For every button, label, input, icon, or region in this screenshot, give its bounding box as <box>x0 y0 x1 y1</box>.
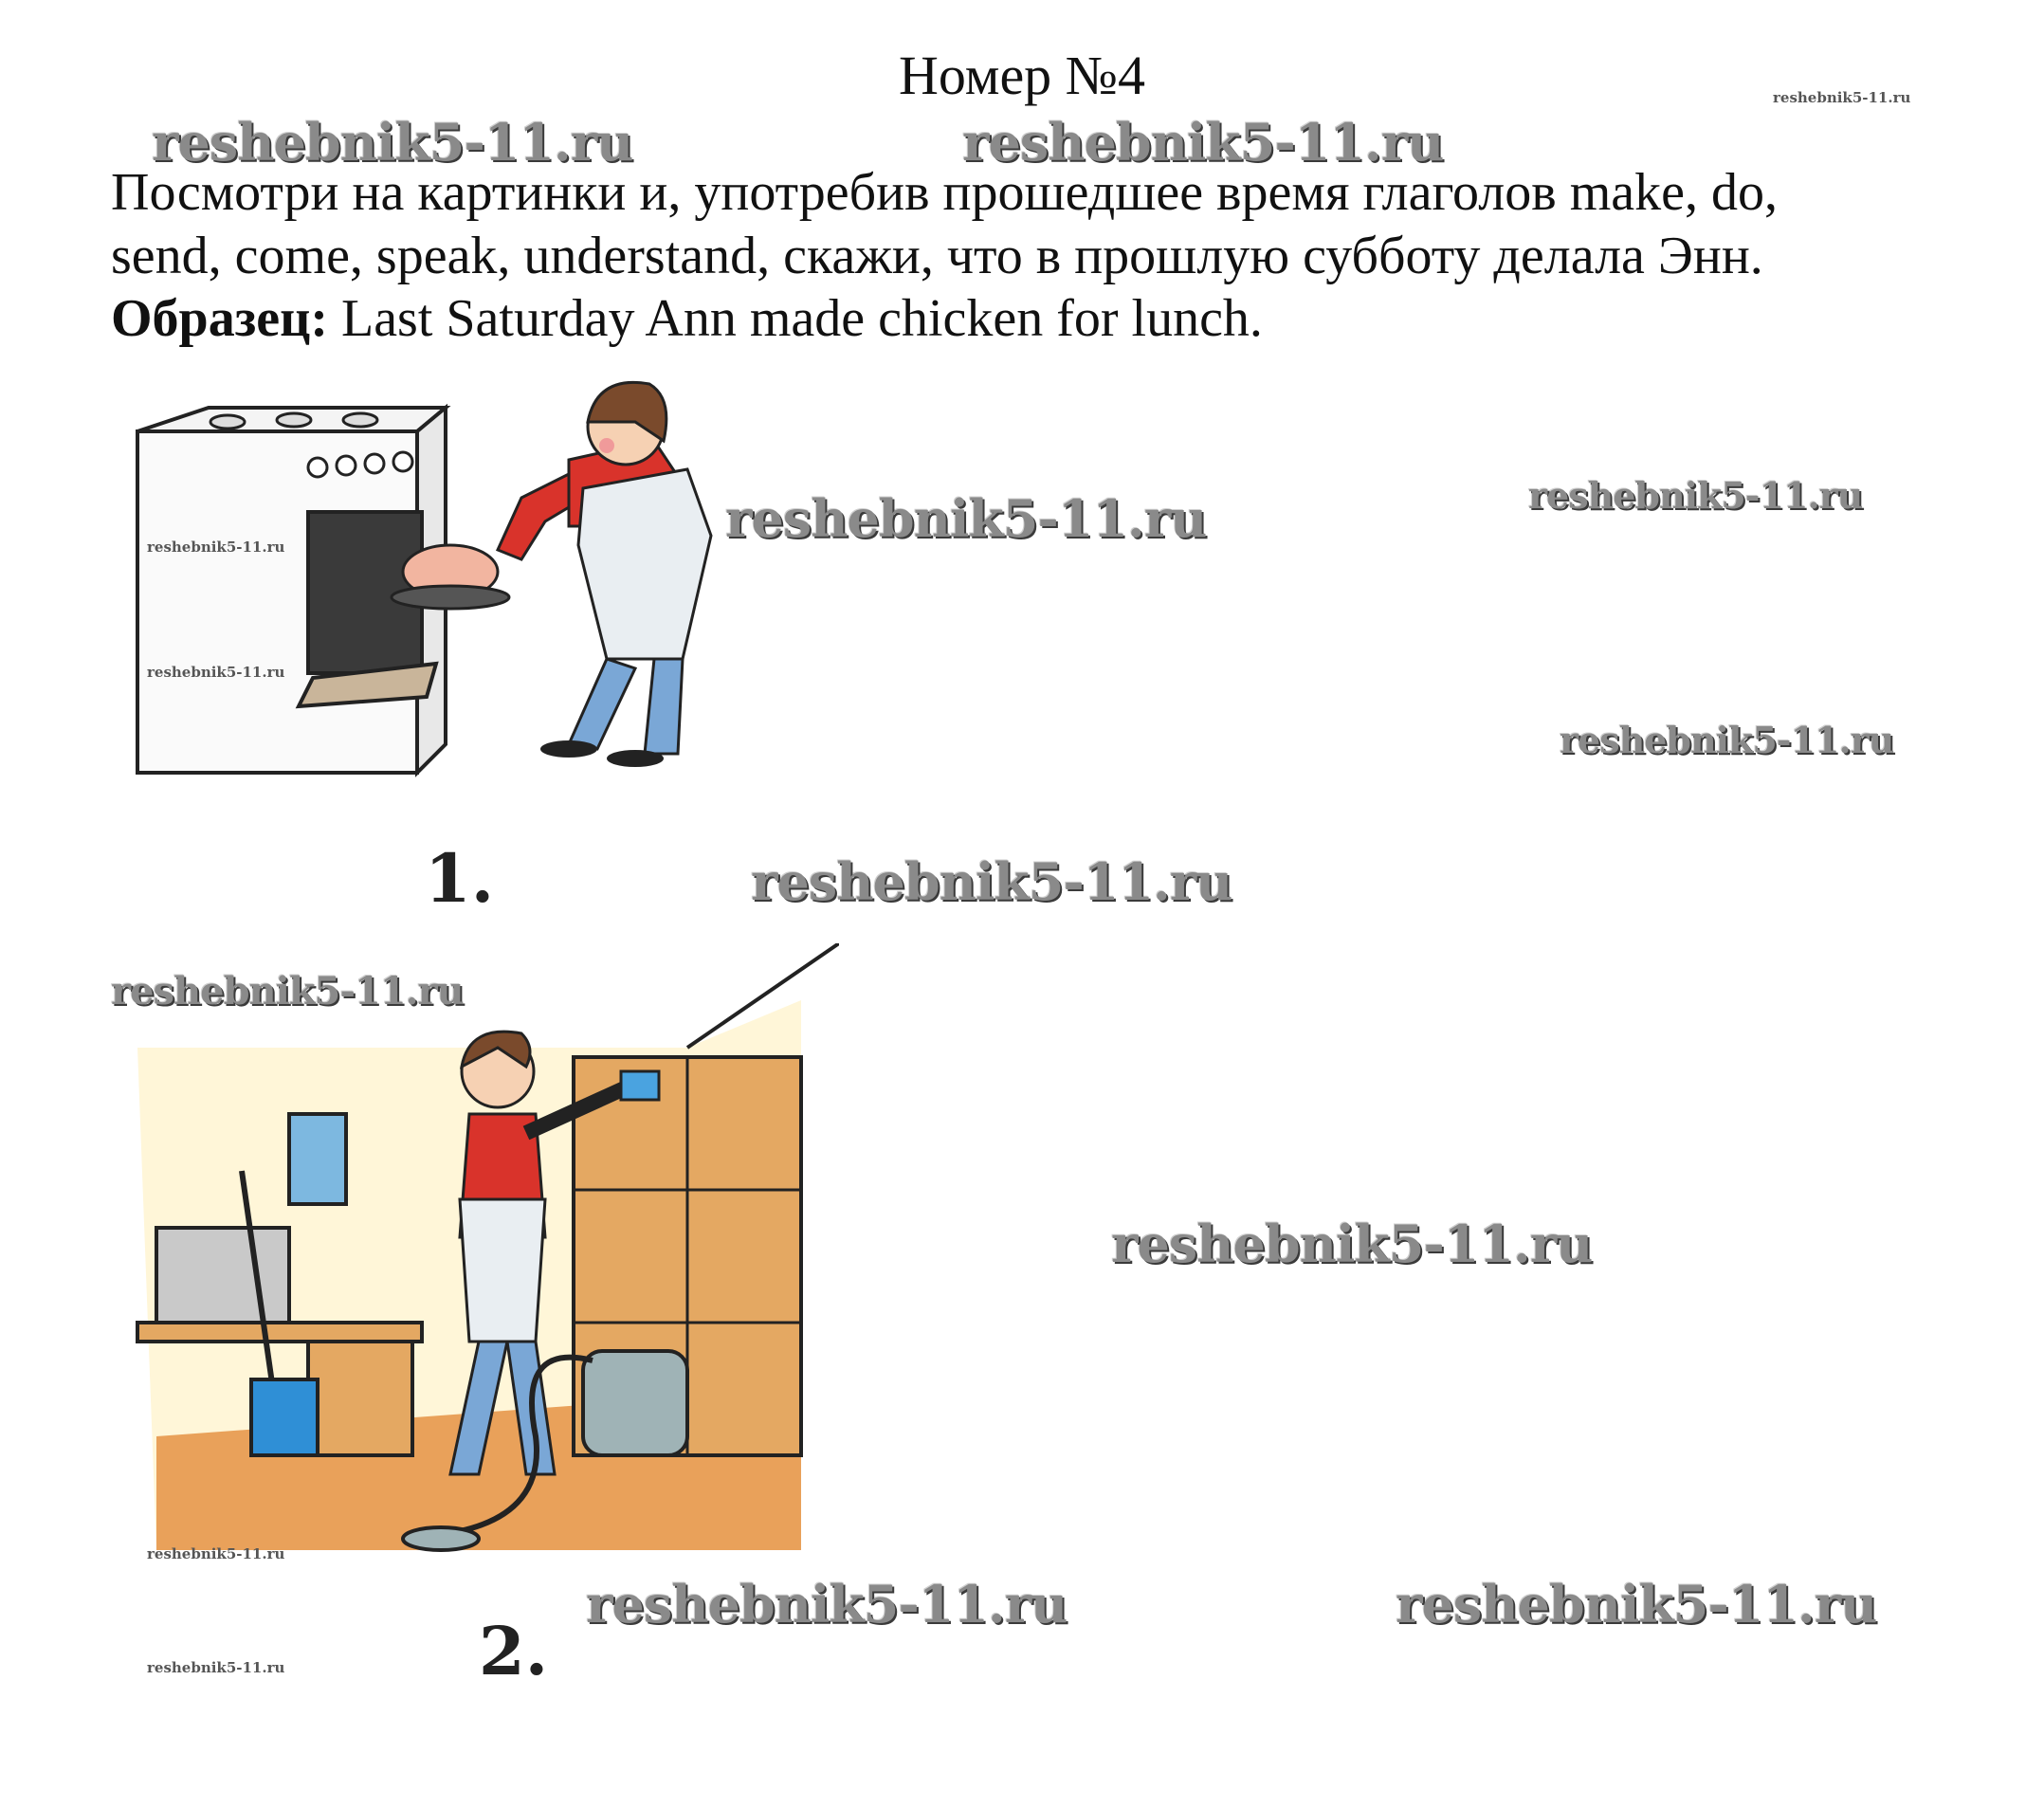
watermark: reshebnik5-11.ru <box>1560 719 1894 761</box>
watermark: reshebnik5-11.ru <box>147 664 285 681</box>
sample-text: Last Saturday Ann made chicken for lunch. <box>327 289 1263 348</box>
watermark: reshebnik5-11.ru <box>1396 1574 1877 1635</box>
watermark: reshebnik5-11.ru <box>751 851 1232 912</box>
watermark: reshebnik5-11.ru <box>147 1545 285 1562</box>
watermark: reshebnik5-11.ru <box>1111 1214 1593 1274</box>
task-line-2: send, come, speak, understand, скажи, что в прошлую субботу делала Энн. <box>111 227 1763 285</box>
sample-line <box>111 287 1969 350</box>
watermark: reshebnik5-11.ru <box>111 969 464 1014</box>
picture-1-ann-cooking <box>123 356 739 792</box>
task-line-1: Посмотри на картинки и, употребив прошедшее время глаголов make, do, <box>111 163 1778 222</box>
watermark: reshebnik5-11.ru <box>1773 89 1911 106</box>
page-title: Номер №4 <box>898 45 1146 106</box>
watermark: reshebnik5-11.ru <box>147 1659 285 1676</box>
watermark: reshebnik5-11.ru <box>152 112 633 173</box>
picture-1-number: 1. <box>425 839 495 918</box>
watermark: reshebnik5-11.ru <box>586 1574 1068 1635</box>
watermark: reshebnik5-11.ru <box>147 539 285 556</box>
picture-2-ann-cleaning <box>119 943 839 1588</box>
watermark: reshebnik5-11.ru <box>962 112 1444 173</box>
watermark: reshebnik5-11.ru <box>1528 474 1863 517</box>
sample-label: Образец: <box>111 289 328 348</box>
watermark: reshebnik5-11.ru <box>725 488 1207 549</box>
picture-2-number: 2. <box>479 1612 549 1690</box>
